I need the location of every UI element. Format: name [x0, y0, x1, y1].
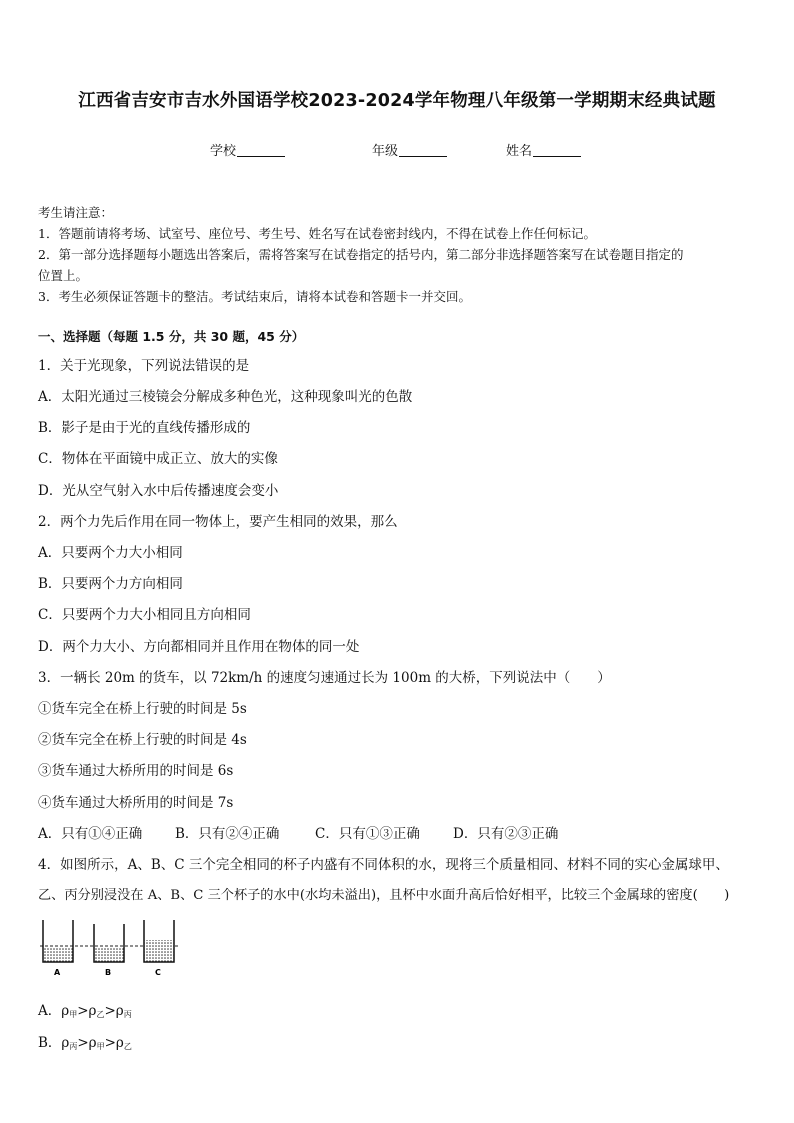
name-field: [506, 140, 581, 159]
name-label: 姓名: [506, 144, 533, 159]
cup-b: [94, 924, 124, 962]
q3-option-a: A．只有①④正确: [38, 826, 143, 842]
q1-option-c: C．物体在平面镜中成正立、放大的实像: [38, 451, 278, 467]
q3-option-c: C．只有①③正确: [315, 826, 420, 842]
q1-option-a: A．太阳光通过三棱镜会分解成多种色光，这种现象叫光的色散: [38, 389, 413, 405]
q3-statement-1: ①货车完全在桥上行驶的时间是 5s: [38, 701, 247, 717]
name-blank: [533, 142, 581, 157]
grade-label: 年级: [372, 144, 399, 159]
q3-options: [38, 822, 558, 842]
grade-field: [372, 140, 447, 159]
cup-label-b: B: [105, 968, 112, 977]
cup-label-c: C: [155, 968, 161, 977]
q4-option-a: [38, 999, 132, 1020]
school-field: [210, 140, 285, 159]
q4-stem-line-2: 乙、丙分别浸没在 A、B、C 三个杯子的水中(水均未溢出)，且杯中水面升高后恰好相平，比较三个金属球的密度( ): [38, 888, 730, 903]
q4-b-gt-1: >ρ: [77, 1035, 97, 1051]
q4-option-b: [38, 1031, 132, 1052]
school-label: 学校: [210, 144, 237, 159]
q4-b-sub-2: 甲: [96, 1042, 105, 1051]
q3-option-b: B．只有②④正确: [175, 826, 280, 842]
q3-statement-4: ④货车通过大桥所用的时间是 7s: [38, 795, 234, 811]
q4-a-sub-2: 乙: [96, 1010, 105, 1019]
q4-b-sub-1: 丙: [69, 1042, 78, 1051]
cup-c: [144, 920, 174, 962]
school-blank: [237, 142, 285, 157]
q3-option-d: D．只有②③正确: [453, 826, 559, 842]
q4-a-gt-2: >ρ: [104, 1003, 124, 1019]
notice-item-1: 1．答题前请将考场、试室号、座位号、考生号、姓名写在试卷密封线内，不得在试卷上作任何标记。: [38, 226, 596, 241]
q4-a-rho: A．ρ: [38, 1003, 70, 1019]
q4-b-rho: B．ρ: [38, 1035, 70, 1051]
notice-item-2-cont: 位置上。: [38, 268, 89, 283]
q4-stem-line-1: 4．如图所示，A、B、C 三个完全相同的杯子内盛有不同体积的水，现将三个质量相同、材料不同的实心金属球甲、: [38, 857, 729, 873]
page-title: 江西省吉安市吉水外国语学校2023-2024学年物理八年级第一学期期末经典试题: [78, 91, 716, 111]
q4-b-gt-2: >ρ: [104, 1035, 124, 1051]
section-heading: 一、选择题（每题 1.5 分，共 30 题，45 分）: [38, 329, 305, 344]
q2-option-d: D．两个力大小、方向都相同并且作用在物体的同一处: [38, 639, 360, 655]
cup-label-a: A: [54, 968, 61, 977]
q3-statement-2: ②货车完全在桥上行驶的时间是 4s: [38, 732, 247, 748]
three-cups-figure: [38, 918, 180, 980]
q2-option-c: C．只要两个力大小相同且方向相同: [38, 607, 251, 623]
notice-item-2: 2．第一部分选择题每小题选出答案后，需将答案写在试卷指定的括号内，第二部分非选择题答案写在试卷题目指定的: [38, 247, 684, 262]
q1-stem: 1．关于光现象，下列说法错误的是: [38, 358, 250, 374]
q4-a-sub-1: 甲: [69, 1010, 78, 1019]
q1-option-d: D．光从空气射入水中后传播速度会变小: [38, 483, 279, 499]
q2-stem: 2．两个力先后作用在同一物体上，要产生相同的效果，那么: [38, 514, 398, 530]
cup-a: [43, 920, 73, 962]
q1-option-b: B．影子是由于光的直线传播形成的: [38, 420, 251, 436]
q2-option-a: A．只要两个力大小相同: [38, 545, 183, 561]
q4-a-sub-3: 丙: [123, 1010, 132, 1019]
q3-statement-3: ③货车通过大桥所用的时间是 6s: [38, 763, 234, 779]
q2-option-b: B．只要两个力方向相同: [38, 576, 183, 592]
notice-heading: 考生请注意：: [38, 205, 114, 220]
notice-item-3: 3．考生必须保证答题卡的整洁。考试结束后，请将本试卷和答题卡一并交回。: [38, 289, 471, 304]
grade-blank: [399, 142, 447, 157]
q4-a-gt-1: >ρ: [77, 1003, 97, 1019]
q3-stem: 3．一辆长 20m 的货车，以 72km/h 的速度匀速通过长为 100m 的大桥，下列说法中（ ）: [38, 670, 611, 686]
q4-b-sub-3: 乙: [123, 1042, 132, 1051]
